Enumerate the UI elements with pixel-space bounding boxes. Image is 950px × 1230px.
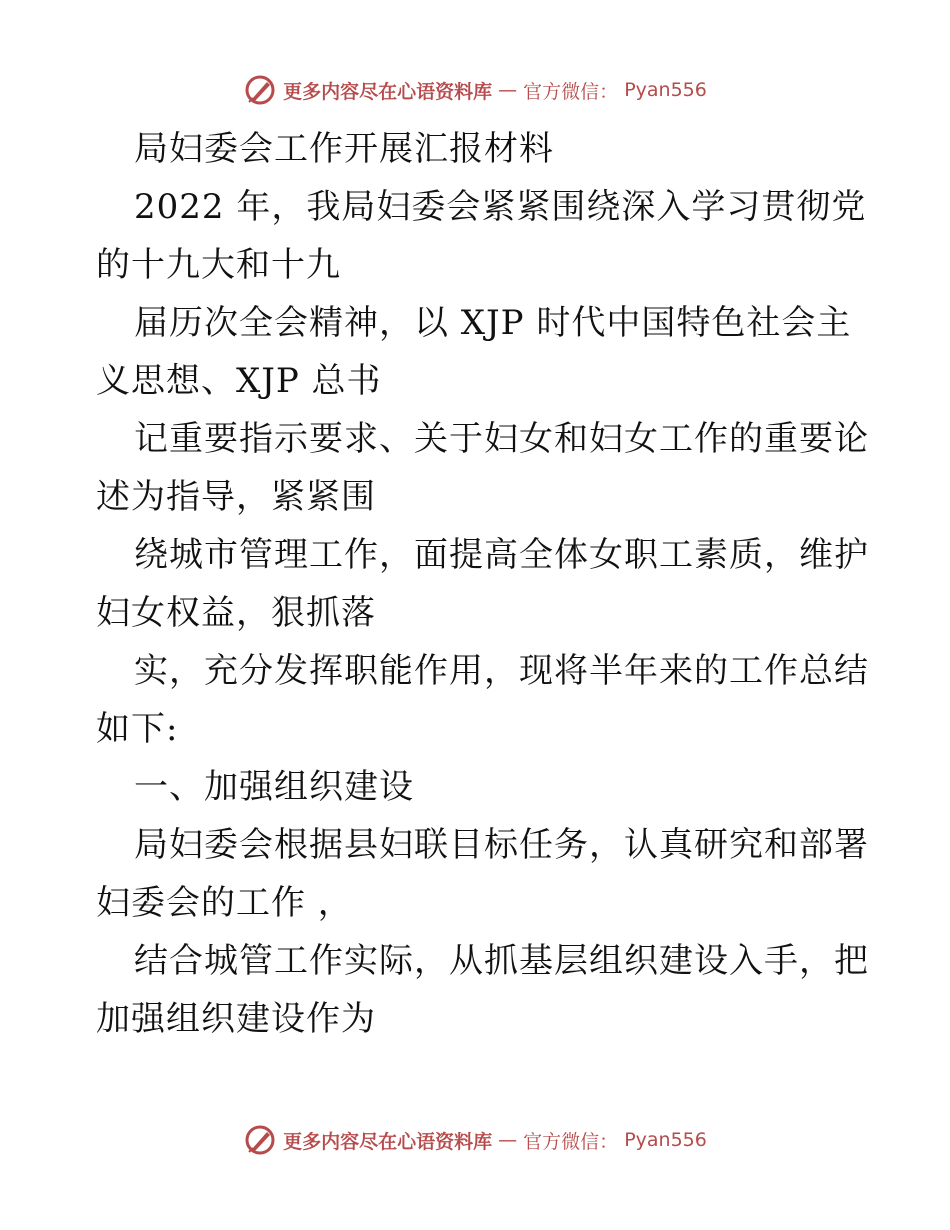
banner-separator: — <box>498 1129 518 1151</box>
paragraph-line: 届历次全会精神，以 XJP 时代中国特色社会主 <box>134 303 852 343</box>
quill-pen-icon <box>243 1123 277 1157</box>
banner-separator: — <box>498 79 518 101</box>
banner-wechat-label: 官方微信： <box>523 1130 619 1153</box>
banner-site-name: 更多内容尽在心语资料库 <box>283 1130 493 1153</box>
paragraph-line: 记重要指示要求、关于妇女和妇女工作的重要论 <box>134 419 869 459</box>
document-title: 局妇委会工作开展汇报材料 <box>134 129 554 169</box>
banner-wechat-label: 官方微信： <box>523 80 619 103</box>
footer-watermark-banner <box>0 1120 950 1160</box>
paragraph-line: 加强组织建设作为 <box>96 999 376 1039</box>
banner-wechat-account: Pyan556 <box>624 1129 707 1151</box>
paragraph-line: 义思想、XJP 总书 <box>96 361 382 401</box>
paragraph-line: 绕城市管理工作，面提高全体女职工素质，维护 <box>134 535 869 575</box>
banner-site-name: 更多内容尽在心语资料库 <box>283 80 493 103</box>
quill-pen-icon <box>243 73 277 107</box>
paragraph-line: 如下: <box>96 709 179 749</box>
paragraph-line: 局妇委会根据县妇联目标任务，认真研究和部署 <box>134 825 869 865</box>
section-heading: 一、加强组织建设 <box>134 767 414 807</box>
paragraph-line: 妇委会的工作 ， <box>96 883 353 923</box>
paragraph-line: 实，充分发挥职能作用，现将半年来的工作总结 <box>134 651 869 691</box>
paragraph-line: 结合城管工作实际，从抓基层组织建设入手，把 <box>134 941 869 981</box>
paragraph-line: 妇女权益，狠抓落 <box>96 593 376 633</box>
banner-wechat-account: Pyan556 <box>624 79 707 101</box>
paragraph-line: 的十九大和十九 <box>96 245 341 285</box>
paragraph-line: 述为指导，紧紧围 <box>96 477 376 517</box>
paragraph-line: 2022 年，我局妇委会紧紧围绕深入学习贯彻党 <box>134 187 867 227</box>
document-body <box>96 120 869 1048</box>
header-watermark-banner <box>0 70 950 110</box>
